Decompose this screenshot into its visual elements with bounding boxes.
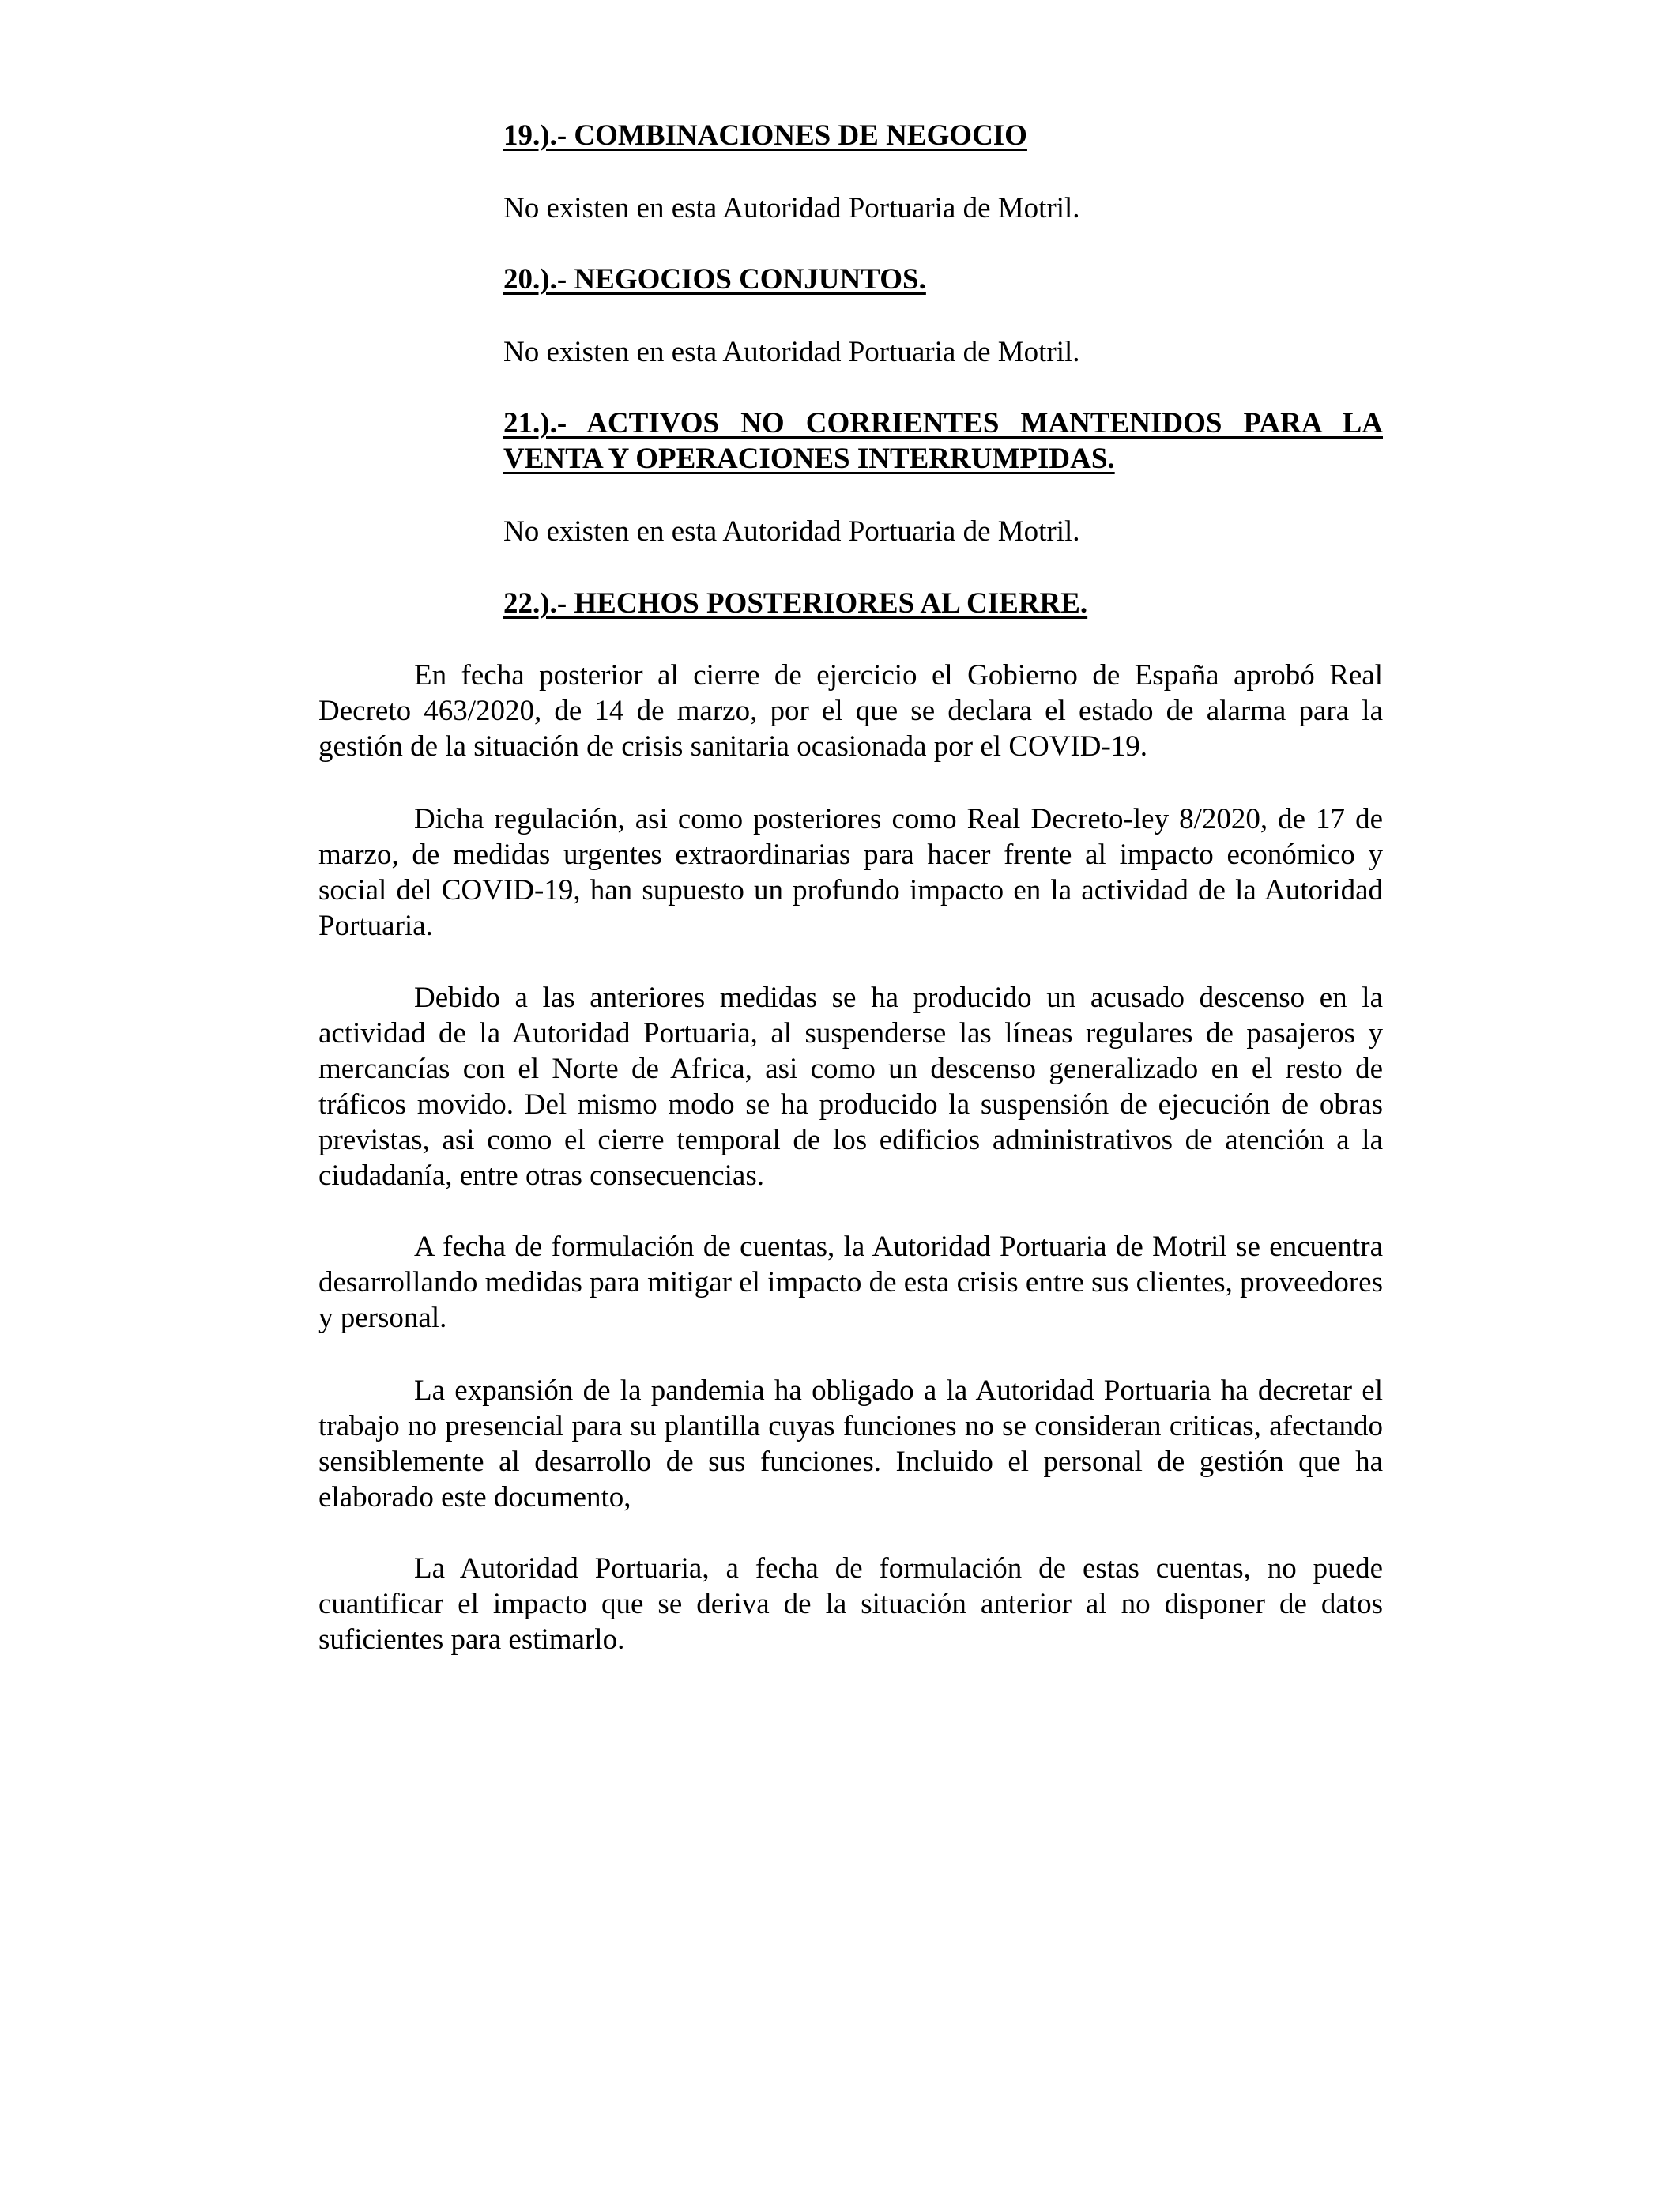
- section-22-paragraph-6: La Autoridad Portuaria, a fecha de formulación de estas cuentas, no puede cuantificar el impacto que se deriva de la situación anterior al no disponer de datos suficientes para estimarlo.: [318, 1552, 1383, 1656]
- section-22-paragraph-3: Debido a las anteriores medidas se ha producido un acusado descenso en la actividad de la Autoridad Portuaria, al suspenderse las líneas regulares de pasajeros y mercancías con el Norte de Africa, asi como un descenso generalizado en el resto de tráficos movido. Del mismo modo se ha producido la suspensión de ejecución de obras previstas, asi como el cierre temporal de los edificios administrativos de atención a la ciudadanía, entre otras consecuencias.: [318, 982, 1383, 1192]
- section-22-heading: 22.).- HECHOS POSTERIORES AL CIERRE.: [503, 587, 1088, 620]
- section-22-paragraph-4: A fecha de formulación de cuentas, la Autoridad Portuaria de Motril se encuentra desarrollando medidas para mitigar el impacto de esta crisis entre sus clientes, proveedores y personal.: [318, 1231, 1383, 1334]
- section-19-body: No existen en esta Autoridad Portuaria de Motril.: [503, 192, 1080, 224]
- section-21-body: No existen en esta Autoridad Portuaria de Motril.: [503, 515, 1080, 548]
- section-20-heading: 20.).- NEGOCIOS CONJUNTOS.: [503, 263, 926, 296]
- section-22-paragraph-1: En fecha posterior al cierre de ejercicio el Gobierno de España aprobó Real Decreto 463/2020, de 14 de marzo, por el que se declara el estado de alarma para la gestión de la situación de crisis sanitaria ocasionada por el COVID-19.: [318, 659, 1383, 763]
- section-21-heading: 21.).- ACTIVOS NO CORRIENTES MANTENIDOS PARA LA VENTA Y OPERACIONES INTERRUMPIDAS.: [503, 407, 1383, 475]
- section-22-paragraph-2: Dicha regulación, asi como posteriores como Real Decreto-ley 8/2020, de 17 de marzo, de medidas urgentes extraordinarias para hacer frente al impacto económico y social del COVID-19, han supuesto un profundo impacto en la actividad de la Autoridad Portuaria.: [318, 803, 1383, 942]
- section-20-body: No existen en esta Autoridad Portuaria de Motril.: [503, 336, 1080, 368]
- section-22-paragraph-5: La expansión de la pandemia ha obligado a la Autoridad Portuaria ha decretar el trabajo no presencial para su plantilla cuyas funciones no se consideran criticas, afectando sensiblemente al desarrollo de sus funciones. Incluido el personal de gestión que ha elaborado este documento,: [318, 1374, 1383, 1514]
- section-19-heading: 19.).- COMBINACIONES DE NEGOCIO: [503, 119, 1027, 152]
